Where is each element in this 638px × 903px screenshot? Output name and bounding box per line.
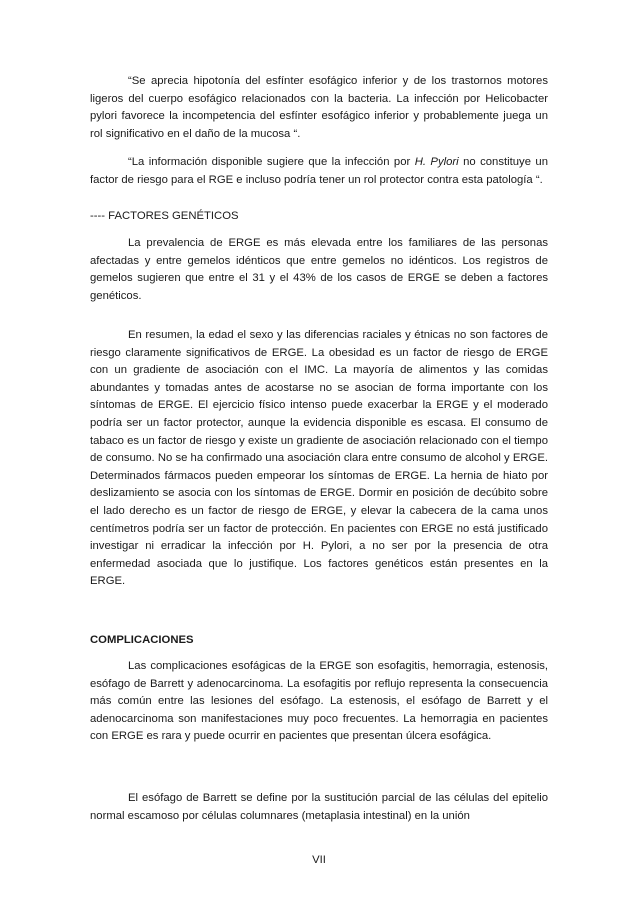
- page-number: VII: [312, 854, 326, 866]
- paragraph-summary: En resumen, la edad el sexo y las diferencias raciales y étnicas no son factores de riesgo claramente significativos de ERGE. La obesidad es un factor de riesgo de ERGE con un gradiente de asociación con el IMC. La mayoría de alimentos y las comidas abundantes y tomadas antes de acostarse no se asocian de forma importante con los síntomas de ERGE. El ejercicio físico intenso puede exacerbar la ERGE y el moderado podría ser un factor protector, aunque la evidencia disponible es escasa. El consumo de tabaco es un factor de riesgo y existe un gradiente de asociación relacionado con el tiempo de consumo. No se ha confirmado una asociación clara entre consumo de alcohol y ERGE. Determinados fármacos pueden empeorar los síntomas de ERGE. La hernia de hiato por deslizamiento se asocia con los síntomas de ERGE. Dormir en posición de decúbito sobre el lado derecho es un factor de riesgo de ERGE, y elevar la cabecera de la cama unos centímetros podría ser un factor de protección. En pacientes con ERGE no está justificado investigar ni erradicar la infección por H. Pylori, a no ser por la presencia de otra enfermedad asociada que lo justifique. Los factores genéticos están presentes en la ERGE.: [90, 329, 548, 588]
- paragraph-barrett: El esófago de Barrett se define por la sustitución parcial de las células del epitelio normal escamoso por células columnares (metaplasia intestinal) en la unión: [90, 792, 548, 822]
- paragraph-text: no constituye un factor de riesgo para el RGE e incluso podría tener un rol protector contra esta patología “.: [90, 156, 548, 186]
- section-heading-genetic-factors: ---- FACTORES GENÉTICOS: [90, 210, 239, 222]
- paragraph-helicobacter-protector: [90, 154, 548, 189]
- italic-species-name: H. Pylori: [414, 156, 459, 168]
- section-heading-complications: COMPLICACIONES: [90, 634, 194, 646]
- paragraph-genetic-factors: La prevalencia de ERGE es más elevada entre los familiares de las personas afectadas y entre gemelos idénticos que entre gemelos no idénticos. Los registros de gemelos sugieren que entre el 31 y el 43% de los casos de ERGE se deben a factores genéticos.: [90, 237, 548, 302]
- paragraph-text: “La información disponible sugiere que la infección por: [128, 156, 415, 168]
- paragraph-complications: Las complicaciones esofágicas de la ERGE son esofagitis, hemorragia, estenosis, esófago de Barrett y adenocarcinoma. La esofagitis por reflujo representa la consecuencia más común entre las lesiones del esófago. La estenosis, el esófago de Barrett y el adenocarcinoma son manifestaciones muy poco frecuentes. La hemorragia en pacientes con ERGE es rara y puede ocurrir en pacientes que presentan úlcera esofágica.: [90, 660, 548, 743]
- paragraph-helicobacter-hipotonia: “Se aprecia hipotonía del esfínter esofágico inferior y de los trastornos motores ligeros del cuerpo esofágico relacionados con la bacteria. La infección por Helicobacter pylori favorece la incompetencia del esfínter esofágico inferior y probablemente juega un rol significativo en el daño de la mucosa “.: [90, 75, 548, 140]
